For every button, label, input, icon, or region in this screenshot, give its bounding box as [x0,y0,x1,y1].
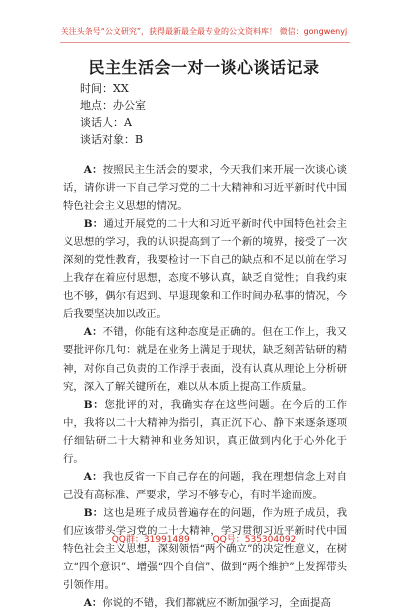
meta-location [80,97,146,114]
qq-number-text: QQ号：535304092 [212,535,297,545]
dialogue-paragraph [63,504,347,594]
dialogue-paragraph [63,323,347,395]
paragraph-text: 按照民主生活会的要求，今天我们来开展一次谈心谈话，请你讲一下自己学习党的二十大精神和习近平新时代中国特色社会主义思想的情况。 [63,164,348,213]
paragraph-text: 这也是班子成员普遍存在的问题，作为班子成员，我们应该带头学习党的二十大精神，学习贯彻习近平新时代中国特色社会主义思想，深刻领悟“两个确立”的决定性意义，在树立“四个意识”、增强“四个自信”、做到“两个维护”上发挥带头引领作用。 [63,506,347,592]
meta-interviewer [80,114,132,131]
dialogue-paragraph [63,594,347,612]
header-watermark-note: 关注头条号“公文研究”，获得最新最全最专业的公文资料库！ 微信：gongwenyj [60,27,348,36]
meta-time-value: XX [113,82,129,95]
meta-interviewee [80,131,143,148]
meta-time [80,80,129,97]
document-title: 民主生活会一对一谈心谈话记录 [88,58,320,77]
meta-interviewee-value: B [135,133,144,146]
speaker-label: A： [83,326,103,339]
speaker-label: A： [83,597,103,610]
speaker-label: A： [83,164,103,176]
dialogue-paragraph [63,161,347,215]
dialogue-paragraph [63,215,347,323]
paragraph-text: 你说的不错，我们都就应不断加强学习，全面提高 [102,597,331,610]
meta-interviewer-value: A [124,116,132,129]
meta-interviewer-label: 谈话人： [80,116,124,129]
paragraph-text: 您批评的对，我确实存在这些问题。在今后的工作中，我将以二十大精神为指引，真正沉下心、静下来逐条逐项仔细钻研二十大精神和业务知识，真正做到内化于心外化于行。 [63,398,347,465]
qq-group-text: QQ群：31991489 [111,535,190,545]
speaker-label: B： [83,506,104,519]
paragraph-text: 我也反省一下自己存在的问题，我在理想信念上对自己没有高标准、严要求，学习不够专心，有时半途而废。 [63,470,348,501]
paragraph-text: 通过开展党的二十大和习近平新时代中国特色社会主义思想的学习，我的认识提高到了一个新的境界，接受了一次深刻的党性教育，我要检讨一下自己的缺点和不足以前在学习上我存在着应付思想，态度不够认真，缺乏自觉性；自我约束也不够，偶尔有迟到、早退现象和工作时间办私事的情况，今后我要坚决加以改正。 [63,218,347,321]
dialogue-paragraph [63,396,347,468]
dialogue-paragraph [63,468,347,504]
speaker-label: A： [83,470,103,483]
meta-location-label: 地点： [80,99,113,112]
header-divider [60,42,350,43]
footer-contact [0,532,408,545]
speaker-label: B： [83,398,105,411]
meta-time-label: 时间： [80,82,113,95]
speaker-label: B： [83,218,104,231]
meta-interviewee-label: 谈话对象： [80,133,135,146]
paragraph-text: 不错，你能有这种态度是正确的。但在工作上，我又要批评你几句：就是在业务上满足于现状，缺乏刻苦钻研的精神，对你自己负责的工作浮于表面，没有认真从理论上分析研究，深入了解关键所在，难以从本质上提高工作质量。 [63,326,348,393]
meta-location-value: 办公室 [113,99,146,112]
